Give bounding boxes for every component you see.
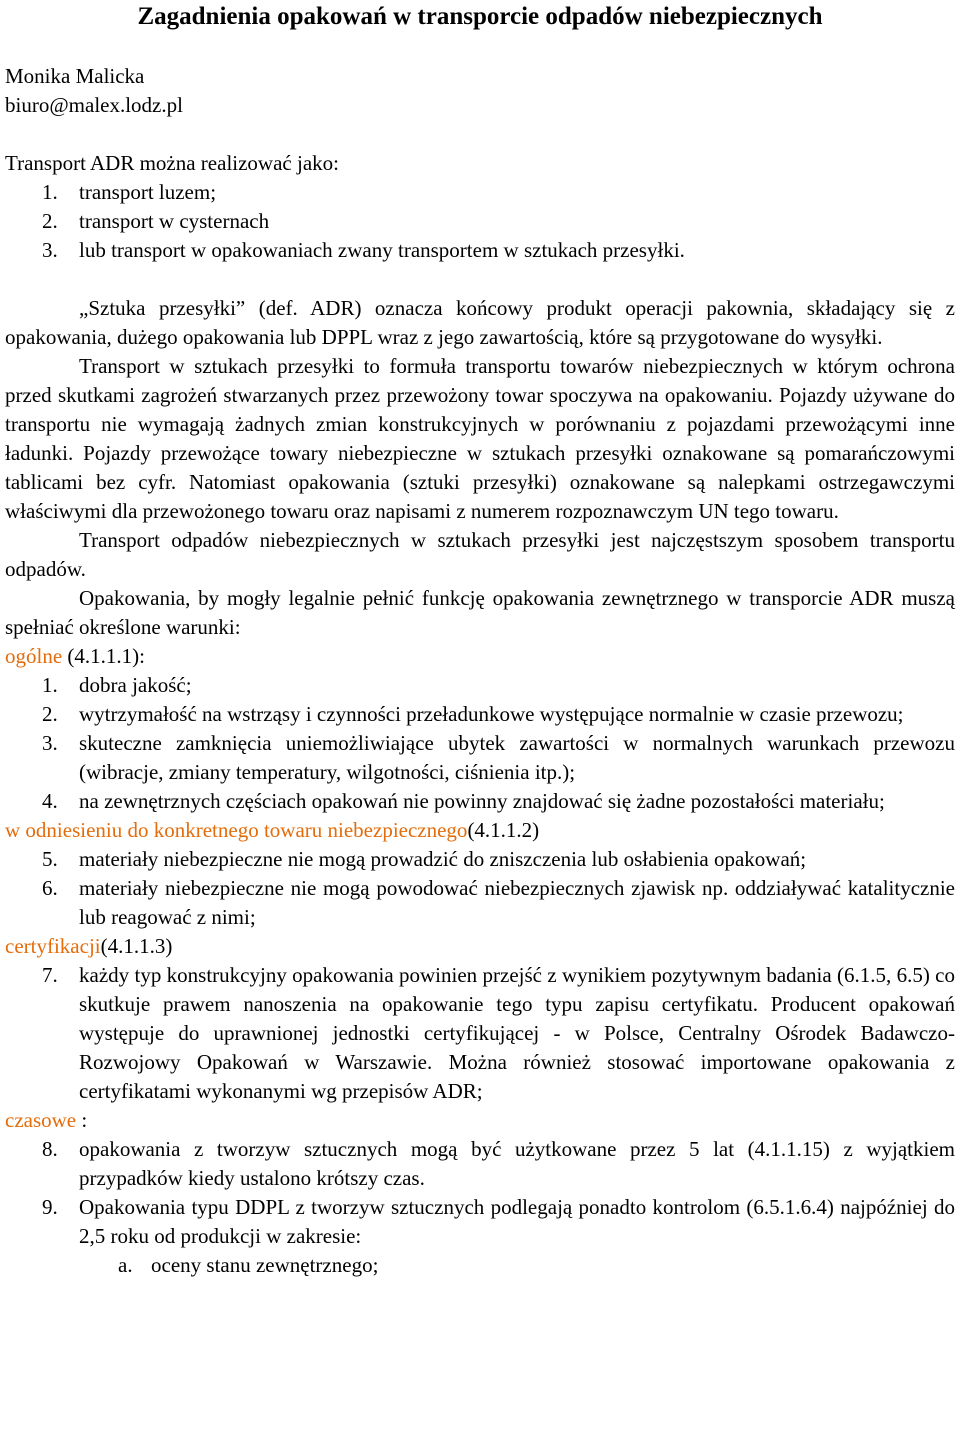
intro-lead: Transport ADR można realizować jako: xyxy=(5,151,339,175)
list-item-number: 9. xyxy=(42,1195,58,1219)
list-item-text: wytrzymałość na wstrząsy i czynności przeładunkowe występujące normalnie w czasie przewozu; xyxy=(79,702,904,726)
list-item xyxy=(5,700,955,729)
list-item-text: materiały niebezpieczne nie mogą prowadzić do zniszczenia lub osłabienia opakowań; xyxy=(79,847,807,871)
list-item xyxy=(5,178,955,207)
list-item-text: skuteczne zamknięcia uniemożliwiające ubytek zawartości w normalnych warunkach przewozu (wibracje, zmiany temperatury, wilgotności, ciśnienia itp.); xyxy=(79,731,955,784)
list-item-number: 2. xyxy=(42,702,58,726)
list-item-text: Opakowania typu DDPL z tworzyw sztucznych podlegają ponadto kontrolom (6.5.1.6.4) najpóźniej do 2,5 roku od produkcji w zakresie: xyxy=(79,1195,955,1248)
list-item-number: 1. xyxy=(42,180,58,204)
list-item-number: 4. xyxy=(42,789,58,813)
list-item xyxy=(5,787,955,816)
list-item xyxy=(5,1251,955,1280)
section-ref: (4.1.1.2) xyxy=(467,818,540,842)
section-ref: (4.1.1.1): xyxy=(62,644,145,668)
list-item-number: 7. xyxy=(42,963,58,987)
list-item xyxy=(5,236,955,265)
section-heading-certyfikacji xyxy=(5,932,955,961)
list-czasowe xyxy=(5,1135,955,1251)
paragraph-sztuka: „Sztuka przesyłki” (def. ADR) oznacza końcowy produkt operacji pakownia, składający się z opakowania, dużego opakowania lub DPPL wraz z jego zawartością, które są przygotowane do wysyłki. xyxy=(5,296,955,349)
paragraph-opakowania: Opakowania, by mogły legalnie pełnić funkcję opakowania zewnętrznego w transporcie ADR muszą spełniać określone warunki: xyxy=(5,586,955,639)
list-item xyxy=(5,729,955,787)
document-page xyxy=(5,0,955,1280)
section-ref: (4.1.1.3) xyxy=(100,934,173,958)
list-certyfikacji xyxy=(5,961,955,1106)
section-heading-czasowe xyxy=(5,1106,955,1135)
section-label: w odniesieniu do konkretnego towaru niebezpiecznego xyxy=(5,818,468,842)
intro-list xyxy=(5,178,955,265)
list-item-number: 3. xyxy=(42,238,58,262)
list-item-text: dobra jakość; xyxy=(79,673,192,697)
author-block xyxy=(5,62,955,120)
list-item xyxy=(5,207,955,236)
list-ogolne xyxy=(5,671,955,816)
section-label: certyfikacji xyxy=(5,934,101,958)
section-ref: : xyxy=(76,1108,88,1132)
section-label: czasowe xyxy=(5,1108,77,1132)
page-title: Zagadnienia opakowań w transporcie odpadów niebezpiecznych xyxy=(137,3,823,30)
list-item-text: na zewnętrznych częściach opakowań nie powinny znajdować się żadne pozostałości materiału; xyxy=(79,789,885,813)
section-heading-ogolne xyxy=(5,642,955,671)
list-item xyxy=(5,961,955,1106)
section-heading-towar xyxy=(5,816,955,845)
list-towar xyxy=(5,845,955,932)
list-item xyxy=(5,1193,955,1251)
list-item-text: transport luzem; xyxy=(79,180,217,204)
author-email: biuro@malex.lodz.pl xyxy=(5,93,183,117)
list-item-number: 1. xyxy=(42,673,58,697)
list-item-text: oceny stanu zewnętrznego; xyxy=(151,1253,379,1277)
list-zakres xyxy=(5,1251,955,1280)
list-item xyxy=(5,1135,955,1193)
list-item xyxy=(5,845,955,874)
list-item-text: materiały niebezpieczne nie mogą powodować niebezpiecznych zjawisk np. oddziaływać katalitycznie lub reagować z nimi; xyxy=(79,876,955,929)
list-item xyxy=(5,671,955,700)
list-item-number: 2. xyxy=(42,209,58,233)
paragraph-transport: Transport w sztukach przesyłki to formuła transportu towarów niebezpiecznych w którym ochrona przed skutkami zagrożeń stwarzanych przez przewożony towar spoczywa na opakowaniu. Pojazdy używane do transportu nie wymagają żadnych zmian konstrukcyjnych w porównaniu z pojazdami przewożącymi inne ładunki. Pojazdy przewożące towary niebezpieczne w sztukach przesyłki oznakowane są pomarańczowymi tablicami bez cyfr. Natomiast opakowania (sztuki przesyłki) oznakowane są nalepkami ostrzegawczymi właściwymi dla przewożonego towaru oraz napisami z numerem rozpoznawczym UN tego towaru. xyxy=(5,354,955,523)
section-label: ogólne xyxy=(5,644,63,668)
list-item-text: każdy typ konstrukcyjny opakowania powinien przejść z wynikiem pozytywnym badania (6.1.5, 6.5) co skutkuje prawem nanoszenia na opakowanie tego typu zapisu certyfikatu. Producent opakowań występuje do uprawnionej jednostki certyfikującej - w Polsce, Centralny Ośrodek Badawczo-Rozwojowy Opakowań w Warszawie. Można również stosować importowane opakowania z certyfikatami wykonanymi wg przepisów ADR; xyxy=(79,963,955,1103)
intro-block xyxy=(5,149,955,265)
list-item xyxy=(5,874,955,932)
list-item-number: 8. xyxy=(42,1137,58,1161)
list-item-text: lub transport w opakowaniach zwany transportem w sztukach przesyłki. xyxy=(79,238,685,262)
list-item-text: opakowania z tworzyw sztucznych mogą być użytkowane przez 5 lat (4.1.1.15) z wyjątkiem przypadków kiedy ustalono krótszy czas. xyxy=(79,1137,955,1190)
paragraph-odpady: Transport odpadów niebezpiecznych w sztukach przesyłki jest najczęstszym sposobem transportu odpadów. xyxy=(5,528,955,581)
author-name: Monika Malicka xyxy=(5,64,145,88)
list-item-number: 3. xyxy=(42,731,58,755)
list-item-text: transport w cysternach xyxy=(79,209,270,233)
list-item-number: a. xyxy=(118,1253,133,1277)
list-item-number: 5. xyxy=(42,847,58,871)
list-item-number: 6. xyxy=(42,876,58,900)
